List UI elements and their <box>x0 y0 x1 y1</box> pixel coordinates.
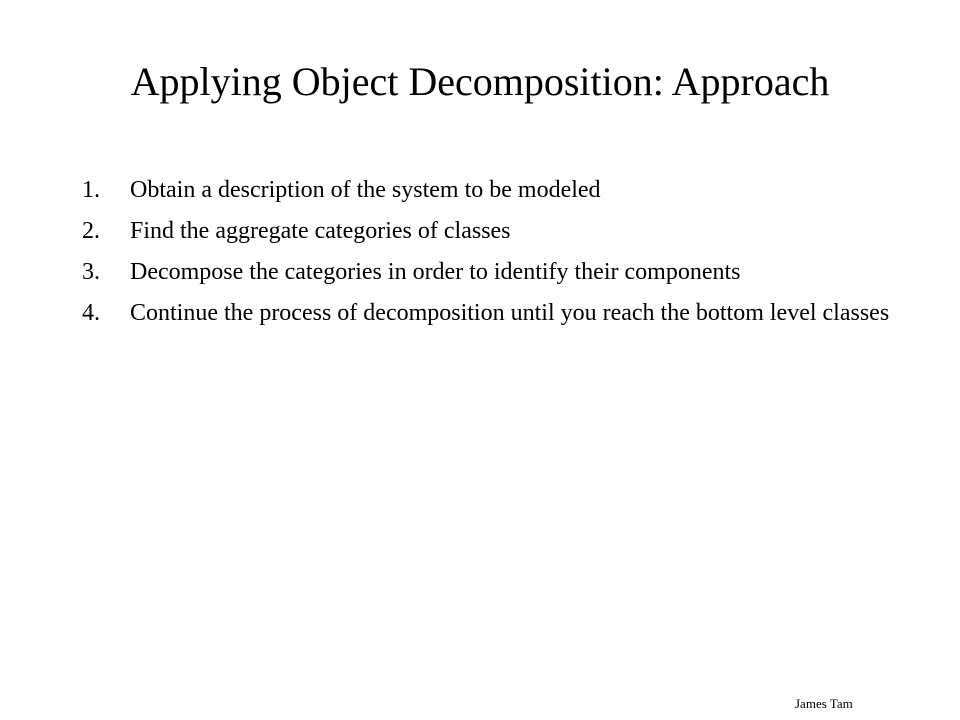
list-item-number: 1. <box>82 177 100 203</box>
list-item-text: Decompose the categories in order to identify their components <box>130 259 741 285</box>
numbered-list <box>82 174 902 338</box>
list-item-number: 4. <box>82 300 100 326</box>
list-item-text: Obtain a description of the system to be modeled <box>130 177 601 203</box>
list-item <box>82 174 902 207</box>
slide-title: Applying Object Decomposition: Approach <box>130 59 830 104</box>
author-footer: James Tam <box>795 696 853 711</box>
list-item <box>82 215 902 248</box>
list-item <box>82 297 902 330</box>
list-item <box>82 256 902 289</box>
list-item-text: Find the aggregate categories of classes <box>130 218 511 244</box>
list-item-text: Continue the process of decomposition until you reach the bottom level classes <box>130 300 890 326</box>
list-item-number: 3. <box>82 259 100 285</box>
list-item-number: 2. <box>82 218 100 244</box>
